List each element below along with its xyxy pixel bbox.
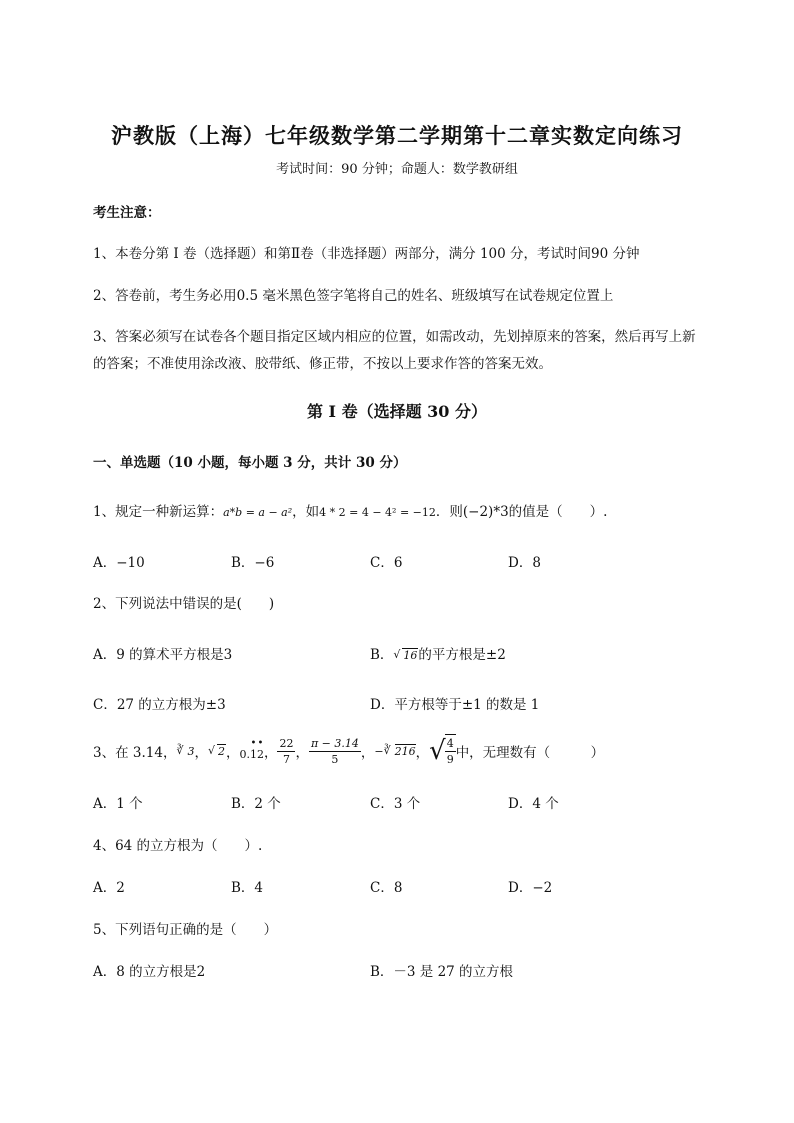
q4-option-d[interactable]: D．−2 (508, 880, 553, 896)
sqrt-16-radicand: 16 (403, 649, 418, 662)
sqrt-2 (208, 745, 226, 758)
notice-item-3: 3、答案必须写在试卷各个题目指定区域内相应的位置，如需改动，先划掉原来的答案，然后再写上新 (93, 329, 696, 345)
fraction-4-9-num: 4 (446, 737, 454, 750)
repeat-digit-2 (256, 737, 264, 761)
q3-prefix: 3、在 3.14， (93, 745, 177, 761)
notice-item-2: 2、答卷前，考生务必用0.5 毫米黑色签字笔将自己的姓名、班级填写在试卷规定位置上 (93, 288, 614, 304)
q3-sep-5: ， (360, 745, 375, 761)
section-title: 第 I 卷（选择题 30 分） (306, 402, 488, 421)
fraction-4-9-den: 9 (446, 753, 454, 766)
q4-option-b[interactable]: B．4 (231, 880, 264, 896)
cbrt-3 (176, 745, 194, 758)
fraction-22-7 (277, 736, 295, 767)
sqrt-fraction (429, 734, 456, 768)
q2-option-b[interactable] (370, 643, 506, 663)
notice-item-3-cont: 的答案；不准使用涂改液、胶带纸、修正带，不按以上要求作答的答案无效。 (93, 356, 552, 372)
exam-info: 考试时间：90 分钟；命题人：数学教研组 (276, 162, 518, 177)
fraction-pi-den: 5 (331, 752, 339, 766)
q2-option-b-text: 的平方根是±2 (418, 647, 506, 663)
neg-sign: − (374, 744, 384, 758)
q2-option-c[interactable]: C．27 的立方根为±3 (93, 697, 226, 713)
document-title: 沪教版（上海）七年级数学第二学期第十二章实数定向练习 (111, 123, 683, 148)
q3-sep-6: ， (415, 745, 430, 761)
question-1 (93, 500, 607, 520)
q3-option-b[interactable]: B．2 个 (231, 796, 281, 812)
q3-option-a[interactable]: A．1 个 (93, 796, 143, 812)
q3-option-d[interactable]: D．4 个 (508, 796, 559, 812)
q3-sep-3: ， (263, 745, 278, 761)
q5-option-b[interactable]: B．－3 是 27 的立方根 (370, 964, 514, 980)
question-5: 5、下列语句正确的是（ ） (93, 922, 278, 938)
q1-option-d[interactable]: D．8 (508, 555, 541, 571)
q2-option-a[interactable]: A．9 的算术平方根是3 (93, 647, 233, 663)
cbrt-216 (384, 745, 416, 758)
repeat-dot-2: • (257, 737, 264, 749)
notice-item-1: 1、本卷分第 I 卷（选择题）和第Ⅱ卷（非选择题）两部分，满分 100 分，考试时间90 分钟 (93, 246, 640, 262)
sqrt-16 (393, 649, 418, 662)
fraction-22-7-den: 7 (282, 752, 290, 766)
question-3 (93, 729, 604, 773)
sqrt-2-radicand: 2 (217, 744, 225, 758)
q5-option-a[interactable]: A．8 的立方根是2 (93, 964, 206, 980)
q1-option-c[interactable]: C．6 (370, 555, 403, 571)
q1-expression: (−2)*3 (462, 504, 509, 520)
q4-option-c[interactable]: C．8 (370, 880, 403, 896)
q1-prefix: 1、规定一种新运算： (93, 504, 224, 520)
q1-mid: ，如 (292, 504, 320, 520)
repeating-decimal (239, 737, 264, 761)
q1-mid2: ．则 (435, 504, 463, 520)
part-heading: 一、单选题（10 小题，每小题 3 分，共计 30 分） (93, 455, 407, 471)
repeating-decimal-int: 0. (239, 747, 250, 761)
repeat-dot-1: • (250, 737, 257, 749)
fraction-4-9 (445, 736, 456, 767)
q4-option-a[interactable]: A．2 (93, 880, 125, 896)
q3-sep-1: ， (194, 745, 208, 761)
q1-definition: a*b = a − a² (223, 506, 293, 519)
q3-sep-2: ， (225, 745, 240, 761)
notice-heading: 考生注意： (93, 205, 161, 221)
q2-option-b-label: B． (370, 647, 394, 663)
q3-option-c[interactable]: C．3 个 (370, 796, 421, 812)
q2-option-d[interactable]: D．平方根等于±1 的数是 1 (370, 697, 540, 713)
repeat-digit-1 (249, 737, 257, 761)
sqrt-fraction-radicand (445, 734, 456, 768)
q3-suffix: 中，无理数有（ ） (455, 745, 605, 761)
q1-suffix: 的值是（ ）. (508, 504, 608, 520)
question-4: 4、64 的立方根为（ ）. (93, 838, 263, 854)
repeat-digit-1-text: 1 (249, 747, 257, 761)
cbrt-3-radicand: 3 (187, 744, 195, 758)
fraction-22-7-num: 22 (279, 736, 294, 750)
fraction-pi (309, 736, 361, 767)
fraction-pi-num: π − 3.14 (310, 736, 359, 750)
question-2: 2、下列说法中错误的是( ) (93, 596, 275, 612)
q3-sep-4: ， (295, 745, 309, 761)
q1-example: 4 * 2 = 4 − 4² = −12 (319, 506, 436, 519)
q1-option-a[interactable]: A．−10 (93, 555, 145, 571)
cbrt-216-radicand: 216 (394, 744, 416, 758)
repeat-digit-2-text: 2 (256, 747, 264, 761)
q1-option-b[interactable]: B．−6 (231, 555, 275, 571)
radical-sign-icon: √ (429, 736, 446, 766)
